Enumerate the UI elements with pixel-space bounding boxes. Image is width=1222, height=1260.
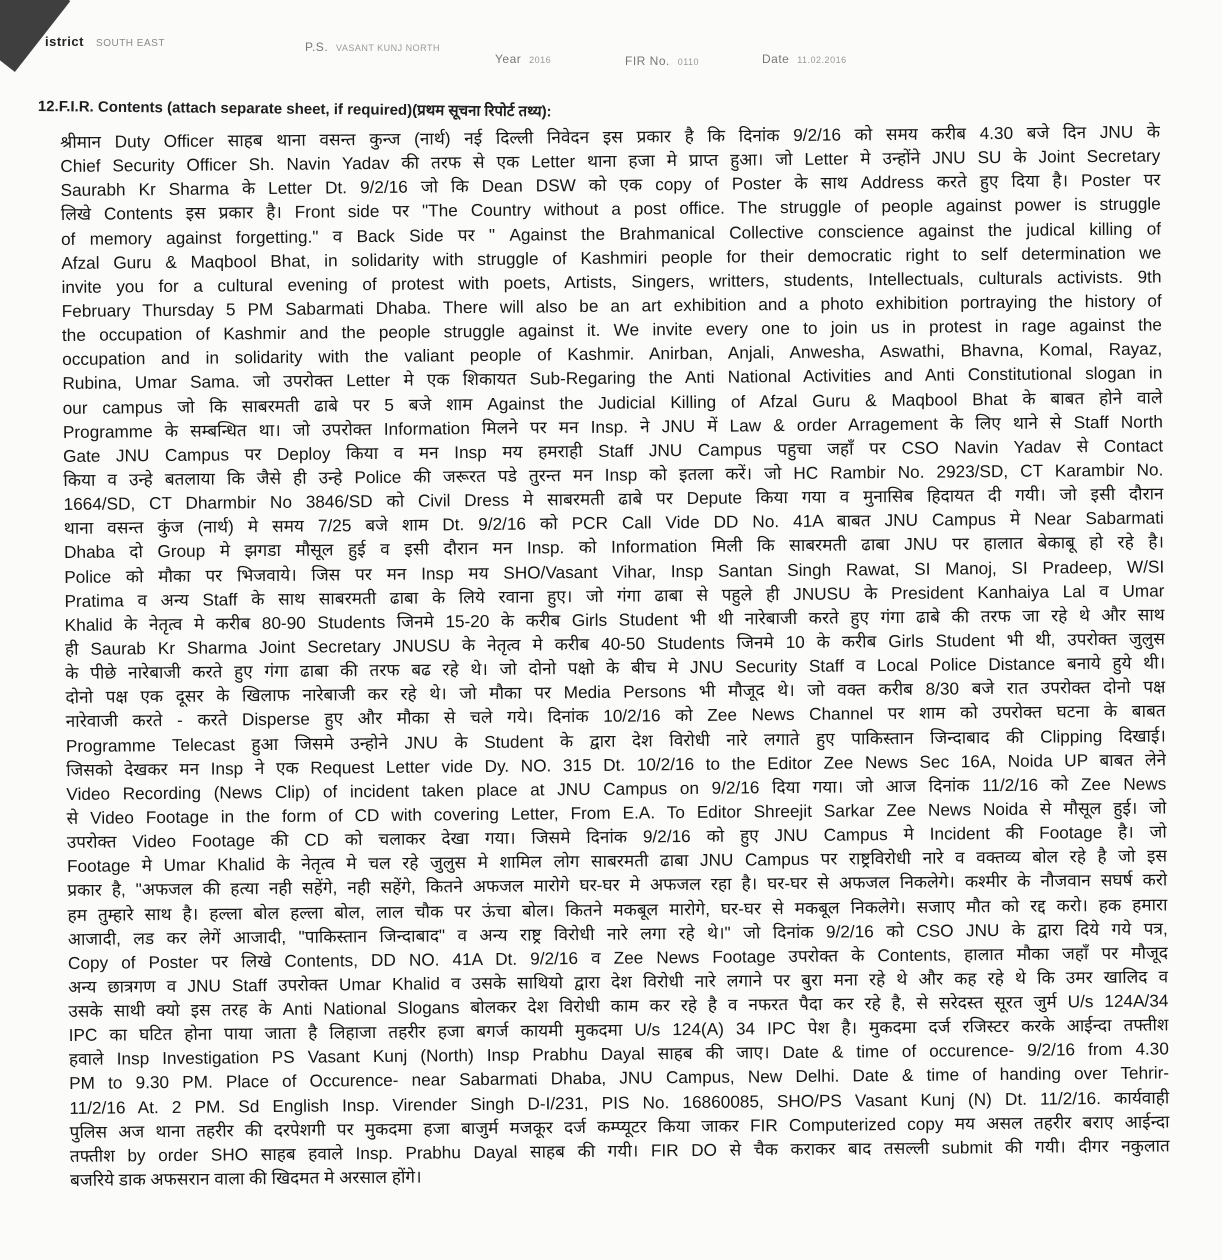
content-line: दोनो पक्ष एक दूसर के खिलाफ नारेबाजी कर रहे थे। जो मौका पर Media Persons भी मौजूद थे। जो वक्त करीब 8/30 बजे रात उपरोक्त दोनो पक्ष — [65, 676, 1166, 708]
content-line: तफ्तीश by order SHO साहब हवाले Insp. Prabhu Dayal साहब की गयी। FIR DO से चैक कराकर बाद तसल्ली submit की गयी। दीगर नकुलात — [69, 1135, 1170, 1166]
content-line: invite you for a cultural evening of protest with poets, Artists, Singers, writters, students, Intellectuals, culturals activists. 9th — [61, 266, 1162, 297]
content-line: Programme Telecast हुआ जिसमे उन्होने JNU के Student के द्वारा देश विरोधी नारे लगाते हुए पाकिस्तान जिन्दाबाद की Clipping दिखाई। — [65, 724, 1166, 756]
fir-label: FIR No. — [625, 54, 670, 68]
content-line: किया व उन्हे बतलाया कि जैसे ही उन्हे Police की जरूरत पडे तुरन्त मन Insp को इतला करें। जो HC Rambir No. 2923/SD, CT Karambir No. — [63, 459, 1164, 490]
content-line: लिखे Contents इस प्रकार है। Front side पर "The Country without a post office. The struggle of people against power is struggle — [60, 193, 1161, 225]
content-line: Copy of Poster पर लिखे Contents, DD NO. 41A Dt. 9/2/16 व Zee News Footage उपरोक्त के Contents, हालात मौका जहाँ पर मौजूद — [67, 942, 1169, 973]
content-line: अन्य छात्रगण व JNU Staff उपरोक्त Umar Khalid व उसके साथियो द्वारा देश विरोधी नारे लगाने पर बुरा मना रहे थे और कह रहे थे कि उमर खालिद व — [68, 966, 1169, 997]
content-line: थाना वसन्त कुंज (नार्थ) मे समय 7/25 बजे शाम Dt. 9/2/16 को PCR Call Vide DD No. 41A बाबत JNU Campus मे Near Sabarmati — [63, 507, 1164, 539]
content-line: जिसको देखकर मन Insp ने एक Request Letter vide Dy. NO. 315 Dt. 10/2/16 to the Editor Zee News Sec 16A, Noida UP बाबत लेने — [66, 749, 1167, 780]
content-line: बजरिये डाक अफसरान वाला की खिदमत मे अरसाल होंगे। — [69, 1166, 422, 1190]
content-line: से Video Footage in the form of CD with covering Letter, From E.A. To Editor Shreejit Sarkar Zee News Noida से मौसूल हुई। जो — [66, 797, 1167, 828]
year-label: Year — [495, 52, 522, 66]
content-line: February Thursday 5 PM Sabarmati Dhaba. There will also be an art exhibition and a photo exhibition portraying the history of — [61, 290, 1162, 321]
date-label: Date — [762, 52, 790, 66]
fir-value: 0110 — [677, 57, 700, 67]
content-line: 11/2/16 At. 2 PM. Sd English Insp. Virender Singh D-I/231, PIS No. 16860085, SHO/PS Vasant Kunj (N) Dt. 11/2/16. कार्यवाही — [69, 1087, 1170, 1118]
content-line: Programme के सम्बन्धित था। जो उपरोक्त Information मिलने पर मन Insp. ने JNU में Law & order Arragement के लिए थाने से Staff North — [62, 411, 1163, 442]
content-line: of memory against forgetting." व Back Side पर " Against the Brahmanical Collective conscience against the judical killing of — [60, 217, 1162, 249]
content-line: Afzal Guru & Maqbool Bhat, in solidarity with struggle of Kashmiri people for their democratic right to self determination we — [61, 242, 1162, 273]
content-line: श्रीमान Duty Officer साहब थाना वसन्त कुन्ज (नार्थ) नई दिल्ली निवेदन इस प्रकार है कि दिनांक 9/2/16 को समय करीब 4.30 बजे दिन JNU के — [60, 121, 1161, 152]
district-label: istrict — [45, 34, 84, 49]
content-line: our campus जो कि साबरमती ढाबे पर 5 बजे शाम Against the Judicial Killing of Afzal Guru & Maqbool Bhat के बाबत होने वाले — [62, 386, 1163, 418]
district-value: SOUTH EAST — [96, 38, 165, 49]
section-heading: 12.F.I.R. Contents (attach separate sheet, if required)(प्रथम सूचना रिपोर्ट तथ्य): — [37, 97, 552, 121]
police-station-field — [305, 40, 440, 54]
content-line: Dhaba दो Group मे झगडा मौसूल हुई व इसी दौरान मन Insp. को Information मिली कि साबरमती ढाबा JNU पर हालात बेकाबू हो रहे है। — [63, 531, 1165, 563]
fir-number-field — [625, 54, 699, 68]
content-line: Police को मौका पर भिजवाये। जिस पर मन Insp मय SHO/Vasant Vihar, Insp Santan Singh Rawat, SI Manoj, SI Pradeep, W/SI — [64, 555, 1165, 587]
year-field — [495, 52, 551, 66]
content-line: occupation and in solidarity with the valiant people of Kashmir. Anirban, Anjali, Anwesha, Aswathi, Bhavna, Komal, Rayaz, — [62, 338, 1163, 370]
content-line: Footage मे Umar Khalid के नेतृत्व मे चल रहे जुलुस मे शामिल लोग साबरमती ढाबा JNU Campus पर राष्ट्रविरोधी नारे व वक्तव्य बोल रहे है जो इस — [66, 845, 1168, 877]
year-value: 2016 — [529, 55, 552, 65]
date-value: 11.02.2016 — [797, 55, 847, 65]
content-line: Saurabh Kr Sharma के Letter Dt. 9/2/16 जो कि Dean DSW को एक copy of Poster के साथ Address करते हुए दिया है। Poster पर — [60, 169, 1161, 201]
content-line: नारेवाजी करते - करते Disperse हुए और मौका से चले गये। दिनांक 10/2/16 को Zee News Channel पर शाम को उपरोक्त घटना के बाबत — [65, 700, 1166, 732]
content-line: Pratima व अन्य Staff के साथ साबरमती ढाबा के लिये रवाना हुए। जो गंगा ढाबा से पहुले ही JNUSU के President Kanhaiya Lal व Umar — [64, 580, 1165, 611]
ps-label: P.S. — [305, 40, 329, 54]
content-line: प्रकार है, "अफजल की हत्या नही सहेंगे, नही सहेंगे, कितने अफजल मारोगे घर-घर मे अफजल रहा है। घर-घर से अफजल निकलेगे। कश्मीर के नौजवान सघर्ष करो — [67, 869, 1168, 901]
content-line: Gate JNU Campus पर Deploy किया व मन Insp मय हमराही Staff JNU Campus पहुचा जहाँ पर CSO Navin Yadav से Contact — [63, 435, 1164, 466]
content-line: हवाले Insp Investigation PS Vasant Kunj (North) Insp Prabhu Dayal साहब की जाए। Date & time of occurence- 9/2/16 from 4.30 — [68, 1038, 1169, 1070]
fir-contents-body — [60, 119, 1170, 1192]
content-line: उपरोक्त Video Footage की CD को चलाकर देखा गया। जिसमे दिनांक 9/2/16 को हुए JNU Campus मे Incident की Footage है। जो — [66, 821, 1167, 853]
date-field — [762, 52, 847, 66]
content-line: Video Recording (News Clip) of incident taken place at JNU Campus on 9/2/16 दिया गया। जो आज दिनांक 11/2/16 को Zee News — [66, 773, 1167, 804]
content-line: हम तुम्हारे साथ है। हल्ला बोल हल्ला बोल, लाल चौक पर ऊंचा बोल। कितने मकबूल मारोगे, घर-घर से मकबूल निकलेगे। सजाए मौत को रद्द करो। हक हमारा — [67, 893, 1168, 925]
content-line: ही Saurab Kr Sharma Joint Secretary JNUSU के नेतृत्व मे करीब 40-50 Students जिनमे 10 के करीब Girls Student भी थी, उपरोक्त जुलुस — [64, 628, 1166, 659]
content-line: आजादी, लड कर लेगें आजादी, "पाकिस्तान जिन्दाबाद" व अन्य राष्ट्र विरोधी नारे लगा रहे थे।" जो दिनांक 9/2/16 को CSO JNU के द्वारा दिये गये पत्र, — [67, 918, 1168, 949]
content-line: the occupation of Kashmir and the people struggle against it. We invite every one to join us in protest in rage against the — [61, 314, 1163, 346]
content-line: उसके साथी क्यो इस तरह के Anti National Slogans बोलकर देश विरोधी काम कर रहे है व नफरत पैदा कर रहे है, से सरेदस्त सूरत जुर्म U/s 124A/34 — [68, 990, 1169, 1022]
fir-header — [0, 30, 1222, 70]
content-line: पुलिस अज थाना तहरीर की दरपेशगी पर मुकदमा हजा बाजुर्म मजकूर दर्ज कम्प्यूटर किया जाकर FIR Computerized copy मय असल तहरीर बराए आईन्दा — [69, 1111, 1170, 1142]
district-field — [45, 34, 165, 49]
ps-value: VASANT KUNJ NORTH — [335, 43, 440, 53]
content-line: Chief Security Officer Sh. Navin Yadav की तरफ से एक Letter थाना हजा मे प्राप्त हुआ। जो Letter मे उन्होंने JNU SU के Joint Secretary — [60, 145, 1161, 177]
content-line: के पीछे नारेबाजी करते हुए गंगा ढाबा की तरफ बढ रहे थे। जो दोनो पक्षो के बीच मे JNU Security Staff व Local Police Distance बनाये हुये थी। — [65, 652, 1166, 684]
content-line: IPC का घटित होना पाया जाता है लिहाजा तहरीर हजा बगर्ज कायमी मुकदमा U/s 124(A) 34 IPC पेश है। मुकदमा दर्ज रजिस्टर करके आईन्दा तफ्तीश — [68, 1014, 1169, 1046]
content-line: PM to 9.30 PM. Place of Occurence- near Sabarmati Dhaba, JNU Campus, New Delhi. Date & time of handing over Tehrir- — [69, 1062, 1170, 1094]
content-line: Rubina, Umar Sama. जो उपरोक्त Letter मे एक शिकायत Sub-Regaring the Anti National Activities and Anti Constitutional slogan in — [62, 362, 1163, 394]
content-line: Khalid के नेतृत्व मे करीब 80-90 Students जिनमे 15-20 के करीब Girls Student भी थी नारेबाजी करते हुए गंगा ढाबे की तरफ जा रहे थे और साथ — [64, 604, 1165, 635]
content-line: 1664/SD, CT Dharmbir No 3846/SD को Civil Dress मे साबरमती ढाबे पर Depute किया गया व मुनासिब हिदायत दी गयी। जो इसी दौरान — [63, 483, 1164, 515]
